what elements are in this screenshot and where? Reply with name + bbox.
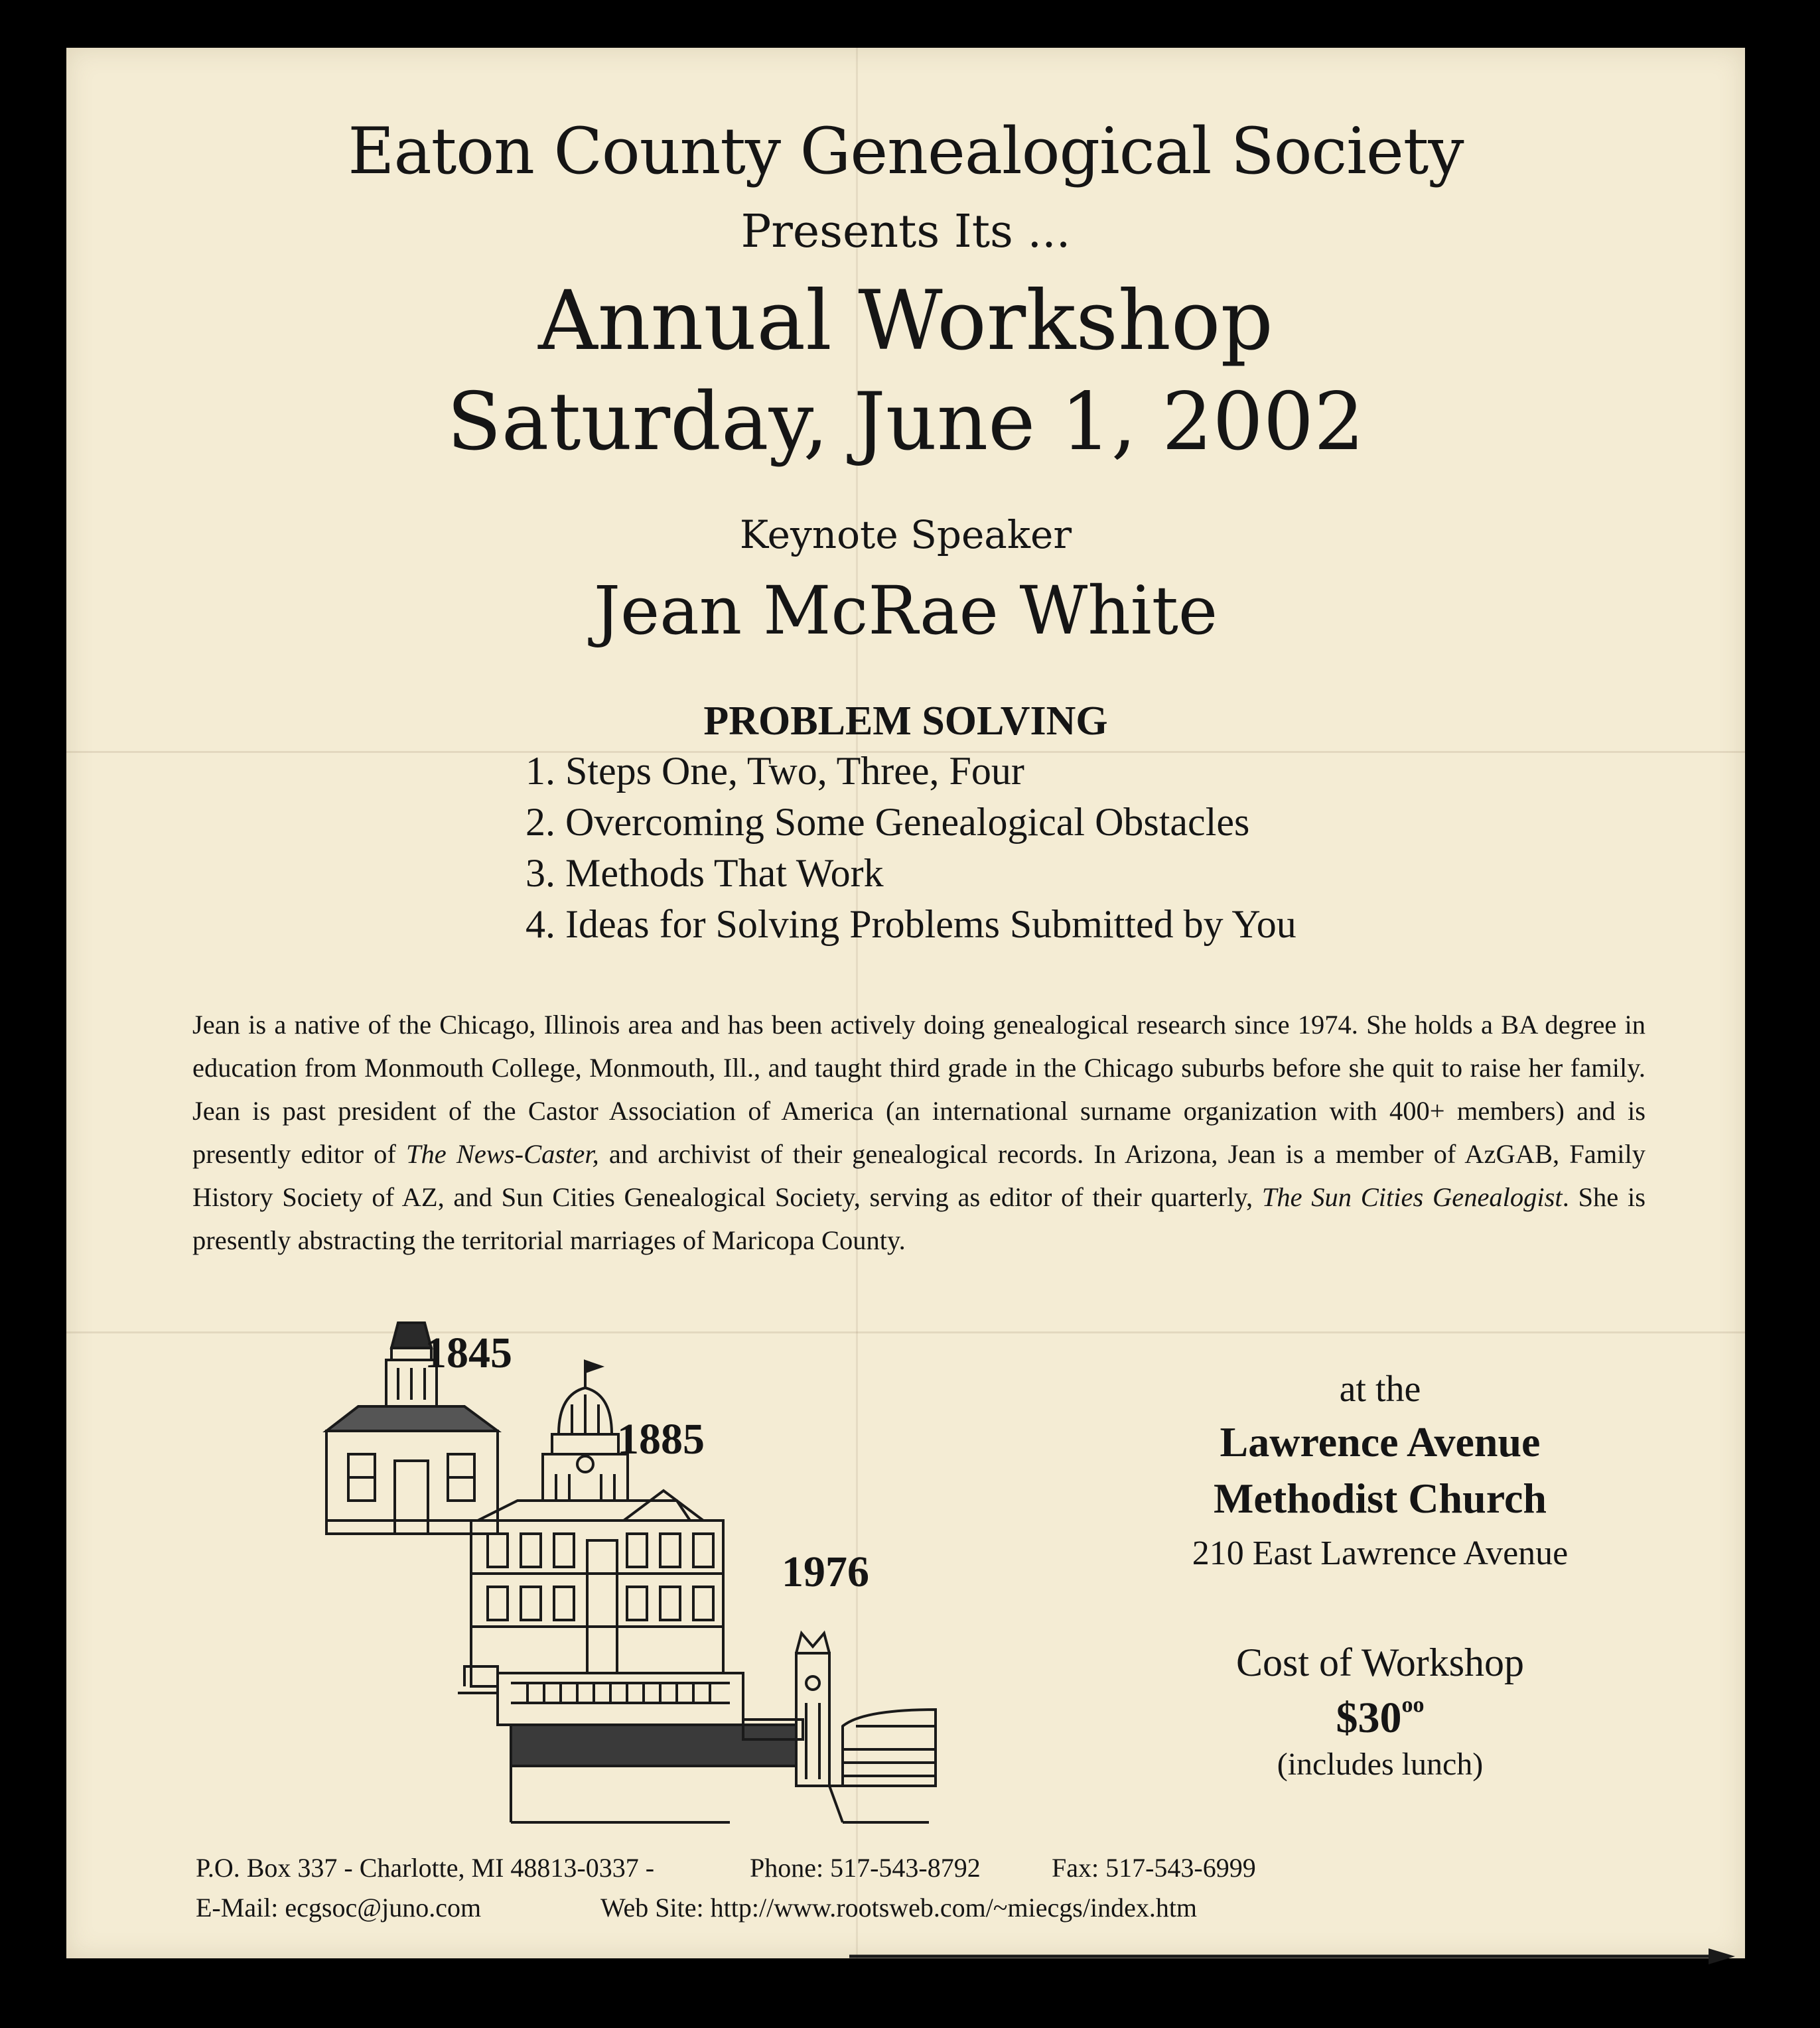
society-name: Eaton County Genealogical Society xyxy=(348,114,1464,188)
bio-text: . She is presently abstracting the territorial marriages of Maricopa County. xyxy=(192,1182,1645,1255)
cost-price xyxy=(1128,1693,1632,1743)
footer-address: P.O. Box 337 - Charlotte, MI 48813-0337 - xyxy=(196,1853,655,1883)
cost-note: (includes lunch) xyxy=(1277,1747,1484,1782)
cost-dollars: $30 xyxy=(1336,1694,1402,1742)
topic-item: 1. Steps One, Two, Three, Four xyxy=(525,749,1024,793)
arrow-icon xyxy=(849,1946,1738,1966)
cost-label: Cost of Workshop xyxy=(1235,1641,1525,1684)
bio-text: Jean is a native of the Chicago, Illinois area and has been actively doing genealogical research since 1974. She holds a BA degree in education from Monmouth College, Monmouth, Ill., and taught third grade in the Chicago suburbs before she quit to raise her family. Jean is past president of the Castor Association of America (an international surname organization with 400+ members) and is presently editor of xyxy=(192,1010,1645,1169)
topic-item: 2. Overcoming Some Genealogical Obstacles xyxy=(525,800,1250,844)
keynote-label: Keynote Speaker xyxy=(739,512,1072,557)
event-date: Saturday, June 1, 2002 xyxy=(447,376,1365,468)
speaker-bio xyxy=(192,1003,1645,1262)
year-label-1885: 1885 xyxy=(617,1415,705,1463)
cost-cents: oo xyxy=(1401,1692,1425,1718)
footer-email: E-Mail: ecgsoc@juno.com xyxy=(196,1893,482,1923)
topic-list xyxy=(525,746,1296,950)
speaker-name: Jean McRae White xyxy=(593,572,1218,649)
venue-name-line2: Methodist Church xyxy=(1214,1475,1547,1522)
presents-line: Presents Its ... xyxy=(740,206,1071,258)
newsletter-title: The News-Caster, xyxy=(405,1139,599,1169)
topic-item: 4. Ideas for Solving Problems Submitted by You xyxy=(525,902,1296,946)
venue-name-line1: Lawrence Avenue xyxy=(1220,1418,1541,1465)
footer-website: Web Site: http://www.rootsweb.com/~miecgs/index.htm xyxy=(600,1893,1198,1923)
year-label-1976: 1976 xyxy=(782,1548,869,1596)
program-heading: PROBLEM SOLVING xyxy=(703,699,1108,744)
quarterly-title: The Sun Cities Genealogist xyxy=(1261,1182,1563,1212)
courthouse-1885-drawing xyxy=(458,1361,736,1693)
venue-intro: at the xyxy=(1339,1369,1421,1410)
bio-text: and archivist of their genealogical records. In Arizona, Jean is a member of AzGAB, Family History Society of AZ, and Sun Cities Genealogical Society, serving as editor of their quarterly, xyxy=(192,1139,1645,1212)
courthouse-1976-drawing xyxy=(498,1633,936,1822)
footer-fax: Fax: 517-543-6999 xyxy=(1052,1853,1256,1883)
venue-address: 210 East Lawrence Avenue xyxy=(1192,1534,1569,1572)
flyer-page xyxy=(66,48,1745,1958)
event-title: Annual Workshop xyxy=(538,273,1273,369)
topic-item: 3. Methods That Work xyxy=(525,851,884,895)
footer-phone: Phone: 517-543-8792 xyxy=(750,1853,981,1883)
year-label-1845: 1845 xyxy=(425,1329,512,1377)
